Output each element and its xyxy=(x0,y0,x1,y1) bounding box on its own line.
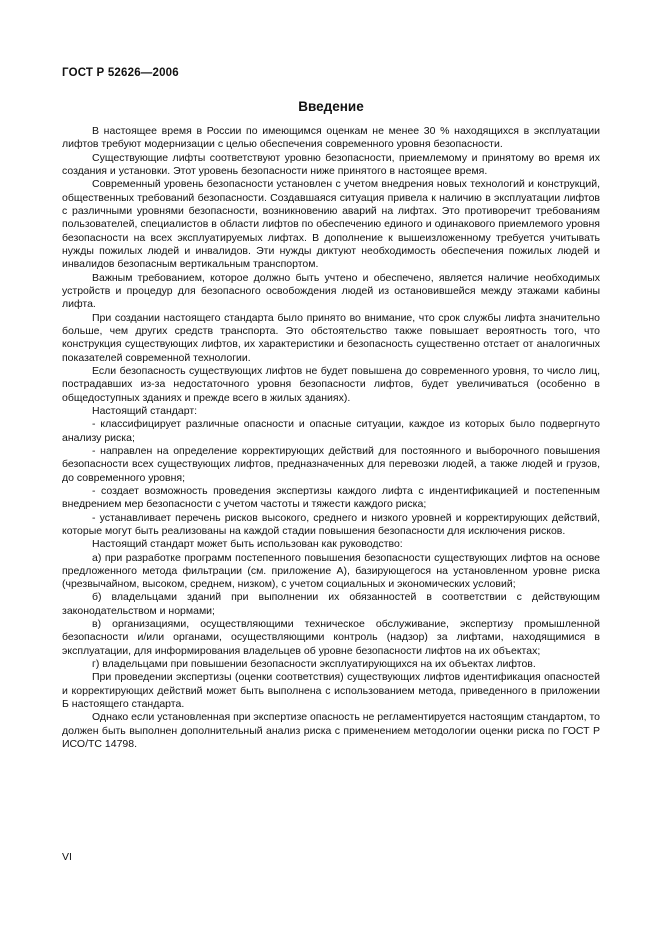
paragraph: В настоящее время в России по имеющимся оценкам не менее 30 % находящихся в эксплуатации лифтов требуют модернизации с целью обеспечения современного уровня безопасности. xyxy=(62,125,600,151)
section-title: Введение xyxy=(298,99,364,114)
paragraph: При проведении экспертизы (оценки соответствия) существующих лифтов идентификация опасностей и корректирующих действий может быть выполнена с использованием метода, приведенного в приложении Б настоящего стандарта. xyxy=(62,671,600,711)
paragraph: При создании настоящего стандарта было принято во внимание, что срок службы лифта значительно больше, чем других средств транспорта. Это обстоятельство также повышает вероятность того, что конструкция существующих лифтов, их характеристики и безопасность существенно отстает от аналогичных показателей современной технологии. xyxy=(62,311,600,364)
paragraph: Если безопасность существующих лифтов не будет повышена до современного уровня, то число лиц, пострадавших из-за недостаточного уровня безопасности лифтов, будет увеличиваться (особенно в общедоступных зданиях и прежде всего в жилых зданиях). xyxy=(62,364,600,404)
list-item: б) владельцами зданий при выполнении их обязанностей в соответствии с действующим законодательством и нормами; xyxy=(62,591,600,617)
list-item: а) при разработке программ постепенного повышения безопасности существующих лифтов на основе предложенного метода фильтрации (см. приложение А), базирующегося на установленном уровне риска (чрезвычайном, высоком, среднем, низком), с учетом социальных и экономических условий; xyxy=(62,551,600,591)
paragraph: Современный уровень безопасности установлен с учетом внедрения новых технологий и конструкций, общественных требований безопасности. Создавшаяся ситуация привела к наличию в эксплуатации лифтов с различными уровнями безопасности, возникновению аварий на лифтах. Это противоречит требованиям пользователей, специалистов в области лифтов по обеспечению единого и одинакового приемлемого уровня безопасности на всех эксплуатируемых лифтах. В дополнение к вышеизложенному требуется учитывать нужды пожилых людей и инвалидов. Эти нужды диктуют необходимость обеспечения пожилых людей и инвалидов безопасным вертикальным транспортом. xyxy=(62,178,600,271)
paragraph: Существующие лифты соответствуют уровню безопасности, приемлемому и принятому во время их создания и установки. Этот уровень безопасности ниже принятого в настоящее время. xyxy=(62,151,600,177)
introduction-body xyxy=(62,125,600,751)
list-item: в) организациями, осуществляющими техническое обслуживание, экспертизу промышленной безопасности и/или органами, осуществляющими контроль (надзор) за лифтами, находящимися в эксплуатации, для информирования владельцев об уровне безопасности лифтов на их объектах; xyxy=(62,618,600,657)
paragraph: Важным требованием, которое должно быть учтено и обеспечено, является наличие необходимых устройств и процедур для безопасного освобождения людей из остановившейся между этажами кабины лифта. xyxy=(62,271,600,311)
paragraph: Настоящий стандарт: xyxy=(92,404,198,417)
list-item: - классифицирует различные опасности и опасные ситуации, каждое из которых было подвергнуто анализу риска; xyxy=(62,418,600,444)
list-item: г) владельцами при повышении безопасности эксплуатирующихся на их объектах лифтов. xyxy=(92,658,536,671)
standard-designation: ГОСТ Р 52626—2006 xyxy=(62,67,179,79)
list-item: - направлен на определение корректирующих действий для постоянного и выборочного повышения безопасности всех существующих лифтов, предназначенных для перевозки людей, а также людей и грузов, до современного уровня; xyxy=(62,444,600,484)
paragraph: Настоящий стандарт может быть использован как руководство: xyxy=(92,538,403,551)
paragraph: Однако если установленная при экспертизе опасность не регламентируется настоящим стандартом, то должен быть выполнен дополнительный анализ риска с применением методологии оценки риска по ГОСТ Р ИСО/ТС 14798. xyxy=(62,711,600,751)
list-item: - устанавливает перечень рисков высокого, среднего и низкого уровней и корректирующих действий, которые могут быть реализованы на каждой стадии повышения безопасности для исключения рисков. xyxy=(62,511,600,537)
list-item: - создает возможность проведения экспертизы каждого лифта с индентификацией и постепенным внедрением мер безопасности с учетом частоты и тяжести каждого риска; xyxy=(62,484,600,511)
page-number: VI xyxy=(62,851,72,863)
